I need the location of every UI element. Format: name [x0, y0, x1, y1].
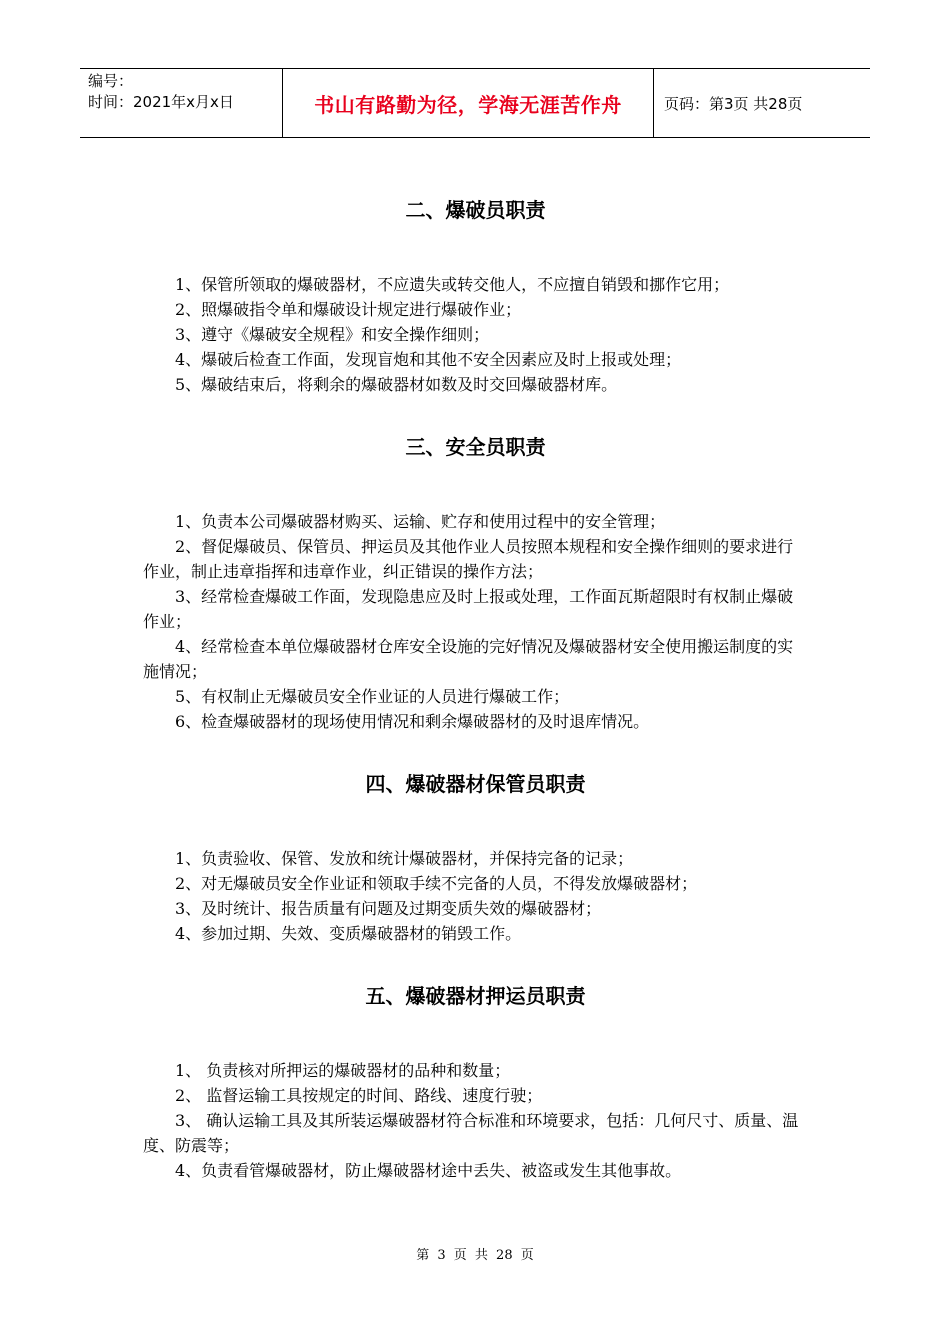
list-item: 2、 监督运输工具按规定的时间、路线、速度行驶； [175, 1086, 543, 1105]
list-item: 2、对无爆破员安全作业证和领取手续不完备的人员，不得发放爆破器材； [175, 874, 698, 893]
list-item: 2、督促爆破员、保管员、押运员及其他作业人员按照本规程和安全操作细则的要求进行作业，制止违章指挥和违章作业，纠正错误的操作方法； [143, 537, 794, 581]
duty-list [143, 509, 808, 734]
list-item: 1、 负责核对所押运的爆破器材的品种和数量； [175, 1061, 511, 1080]
section-title: 三、安全员职责 [405, 435, 546, 459]
list-item: 1、保管所领取的爆破器材，不应遗失或转交他人，不应擅自销毁和挪作它用； [175, 275, 730, 294]
list-item: 5、有权制止无爆破员安全作业证的人员进行爆破工作； [175, 687, 570, 706]
header-page-info: 页码：第3页 共28页 [664, 94, 803, 113]
list-item: 4、参加过期、失效、变质爆破器材的销毁工作。 [175, 924, 522, 943]
duty-list [143, 1058, 808, 1183]
list-item: 3、遵守《爆破安全规程》和安全操作细则； [175, 325, 490, 344]
section-title: 五、爆破器材押运员职责 [365, 984, 586, 1008]
list-item: 3、经常检查爆破工作面，发现隐患应及时上报或处理，工作面瓦斯超限时有权制止爆破作业； [143, 587, 794, 631]
page-footer: 第 3 页 共 28 页 [416, 1248, 534, 1263]
list-item: 1、负责验收、保管、发放和统计爆破器材，并保持完备的记录； [175, 849, 634, 868]
list-item: 3、及时统计、报告质量有问题及过期变质失效的爆破器材； [175, 899, 602, 918]
list-item: 6、检查爆破器材的现场使用情况和剩余爆破器材的及时退库情况。 [175, 712, 650, 731]
header-motto-cell [282, 69, 654, 137]
list-item: 4、负责看管爆破器材，防止爆破器材途中丢失、被盗或发生其他事故。 [175, 1161, 682, 1180]
duty-list [143, 272, 808, 397]
header-motto: 书山有路勤为径，学海无涯苦作舟 [314, 92, 622, 117]
header-meta [80, 69, 282, 137]
list-item: 5、爆破结束后，将剩余的爆破器材如数及时交回爆破器材库。 [175, 375, 618, 394]
number-label: 编号： [88, 72, 134, 90]
section-title: 四、爆破器材保管员职责 [365, 772, 586, 796]
list-item: 4、经常检查本单位爆破器材仓库安全设施的完好情况及爆破器材安全使用搬运制度的实施情况； [143, 637, 794, 681]
list-item: 4、爆破后检查工作面，发现盲炮和其他不安全因素应及时上报或处理； [175, 350, 682, 369]
list-item: 3、 确认运输工具及其所装运爆破器材符合标准和环境要求，包括：几何尺寸、质量、温度、防震等； [143, 1111, 799, 1155]
list-item: 2、照爆破指令单和爆破设计规定进行爆破作业； [175, 300, 522, 319]
list-item: 1、负责本公司爆破器材购买、运输、贮存和使用过程中的安全管理； [175, 512, 666, 531]
page-header [80, 68, 870, 138]
document-body [143, 190, 808, 1183]
time-label: 时间：2021年x月x日 [88, 93, 234, 111]
duty-list [143, 846, 808, 946]
section-title: 二、爆破员职责 [405, 198, 546, 222]
